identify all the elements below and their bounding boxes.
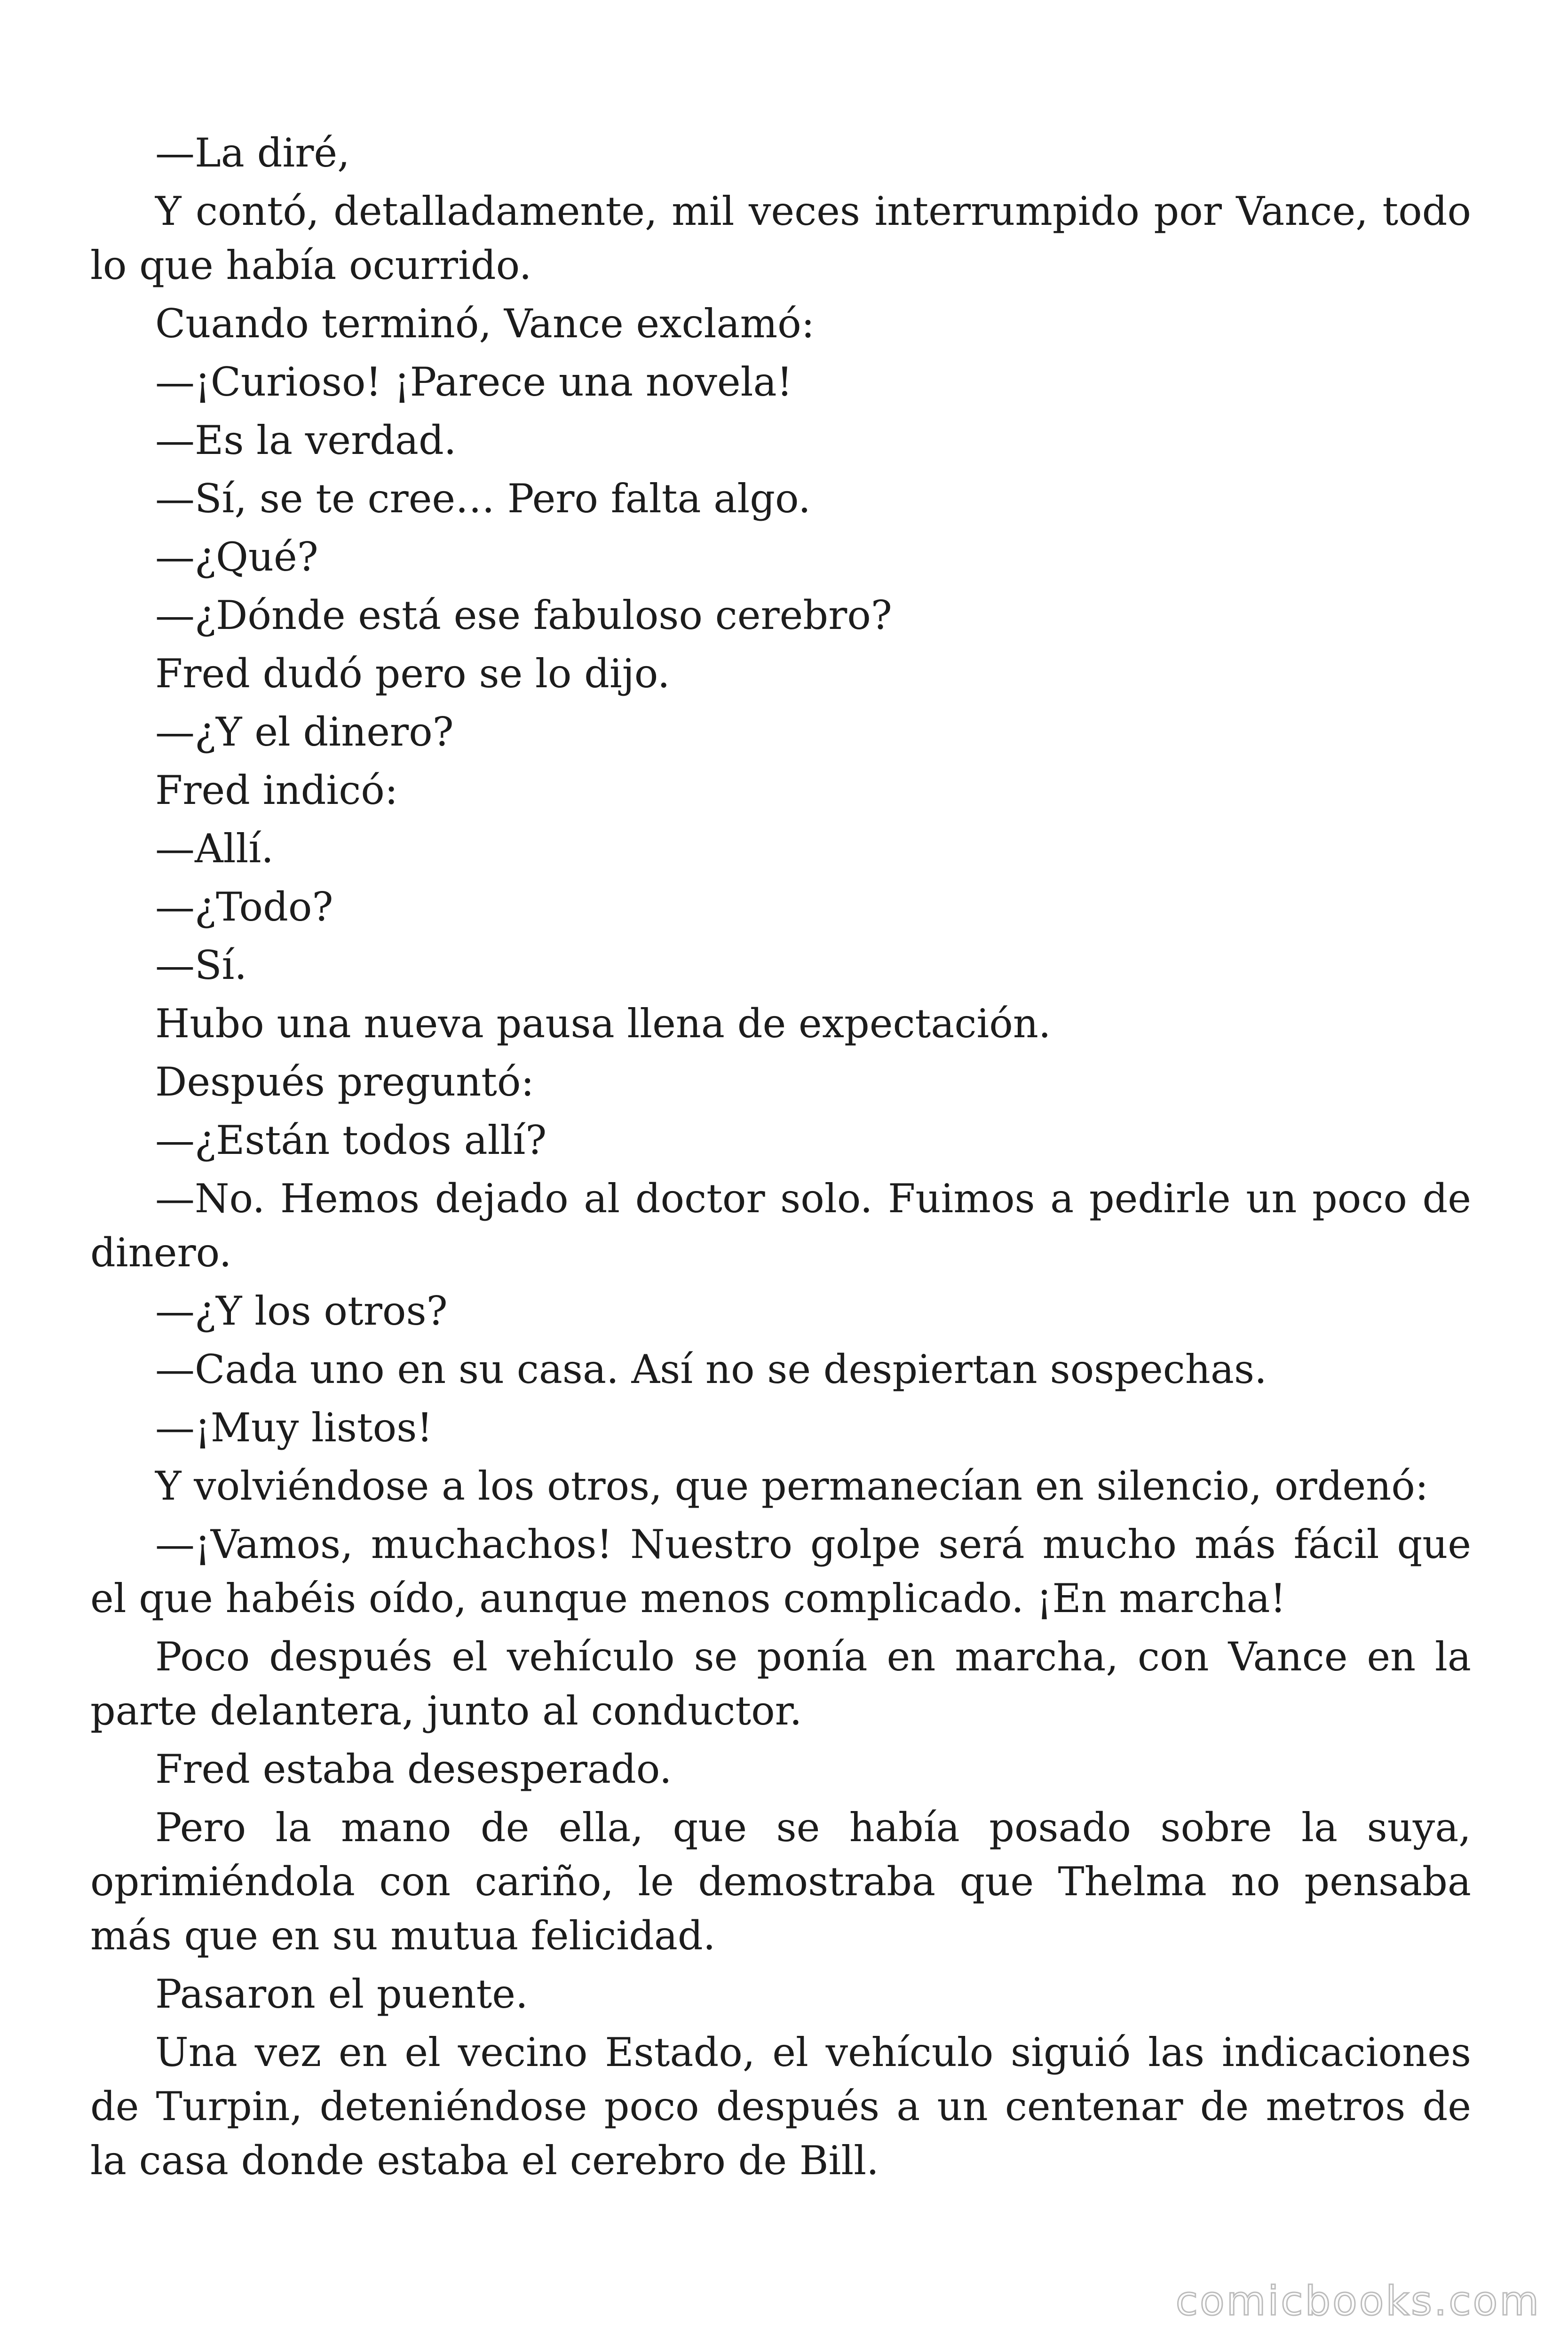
paragraph: Una vez en el vecino Estado, el vehículo siguió las indicaciones de Turpin, deteniéndose poco después a un centenar de metros de la casa donde estaba el cerebro de Bill. <box>90 2029 1471 2184</box>
paragraph: —Es la verdad. <box>155 417 457 463</box>
paragraph: —No. Hemos dejado al doctor solo. Fuimos a pedirle un poco de dinero. <box>90 1176 1471 1276</box>
paragraph: —¿Dónde está ese fabuloso cerebro? <box>155 592 892 638</box>
paragraph: Cuando terminó, Vance exclamó: <box>155 301 815 347</box>
paragraph: —¿Y el dinero? <box>155 709 454 755</box>
paragraph: —Sí, se te cree… Pero falta algo. <box>155 476 811 522</box>
paragraph: Fred dudó pero se lo dijo. <box>155 651 670 697</box>
paragraph: —¿Qué? <box>155 534 318 580</box>
paragraph: —¿Están todos allí? <box>155 1117 547 1163</box>
paragraph: Hubo una nueva pausa llena de expectación. <box>155 1001 1051 1047</box>
paragraph: —¡Curioso! ¡Parece una novela! <box>155 359 793 405</box>
paragraph: Pero la mano de ella, que se había posado sobre la suya, oprimiéndola con cariño, le demostraba que Thelma no pensaba más que en su mutua felicidad. <box>90 1804 1471 1959</box>
paragraph: —¿Todo? <box>155 884 333 930</box>
paragraph: Fred estaba desesperado. <box>155 1746 672 1792</box>
paragraph: —Sí. <box>155 942 247 988</box>
paragraph: —Cada uno en su casa. Así no se despiertan sospechas. <box>155 1346 1267 1392</box>
watermark-text: comicbooks.com <box>1175 2278 1541 2325</box>
paragraph: Poco después el vehículo se ponía en marcha, con Vance en la parte delantera, junto al conductor. <box>90 1634 1471 1734</box>
paragraph: —¡Vamos, muchachos! Nuestro golpe será mucho más fácil que el que habéis oído, aunque menos complicado. ¡En marcha! <box>90 1521 1471 1621</box>
paragraph: Fred indicó: <box>155 767 398 813</box>
paragraph: Y volviéndose a los otros, que permanecían en silencio, ordenó: <box>155 1463 1429 1509</box>
paragraph: —¿Y los otros? <box>155 1288 448 1334</box>
paragraph: —La diré, <box>155 130 350 176</box>
paragraph: —Allí. <box>155 826 274 872</box>
paragraph: Pasaron el puente. <box>155 1971 528 2017</box>
paragraph: Después preguntó: <box>155 1059 534 1105</box>
body-text <box>90 126 1471 2192</box>
paragraph: Y contó, detalladamente, mil veces interrumpido por Vance, todo lo que había ocurrido. <box>90 188 1471 288</box>
paragraph: —¡Muy listos! <box>155 1405 433 1451</box>
